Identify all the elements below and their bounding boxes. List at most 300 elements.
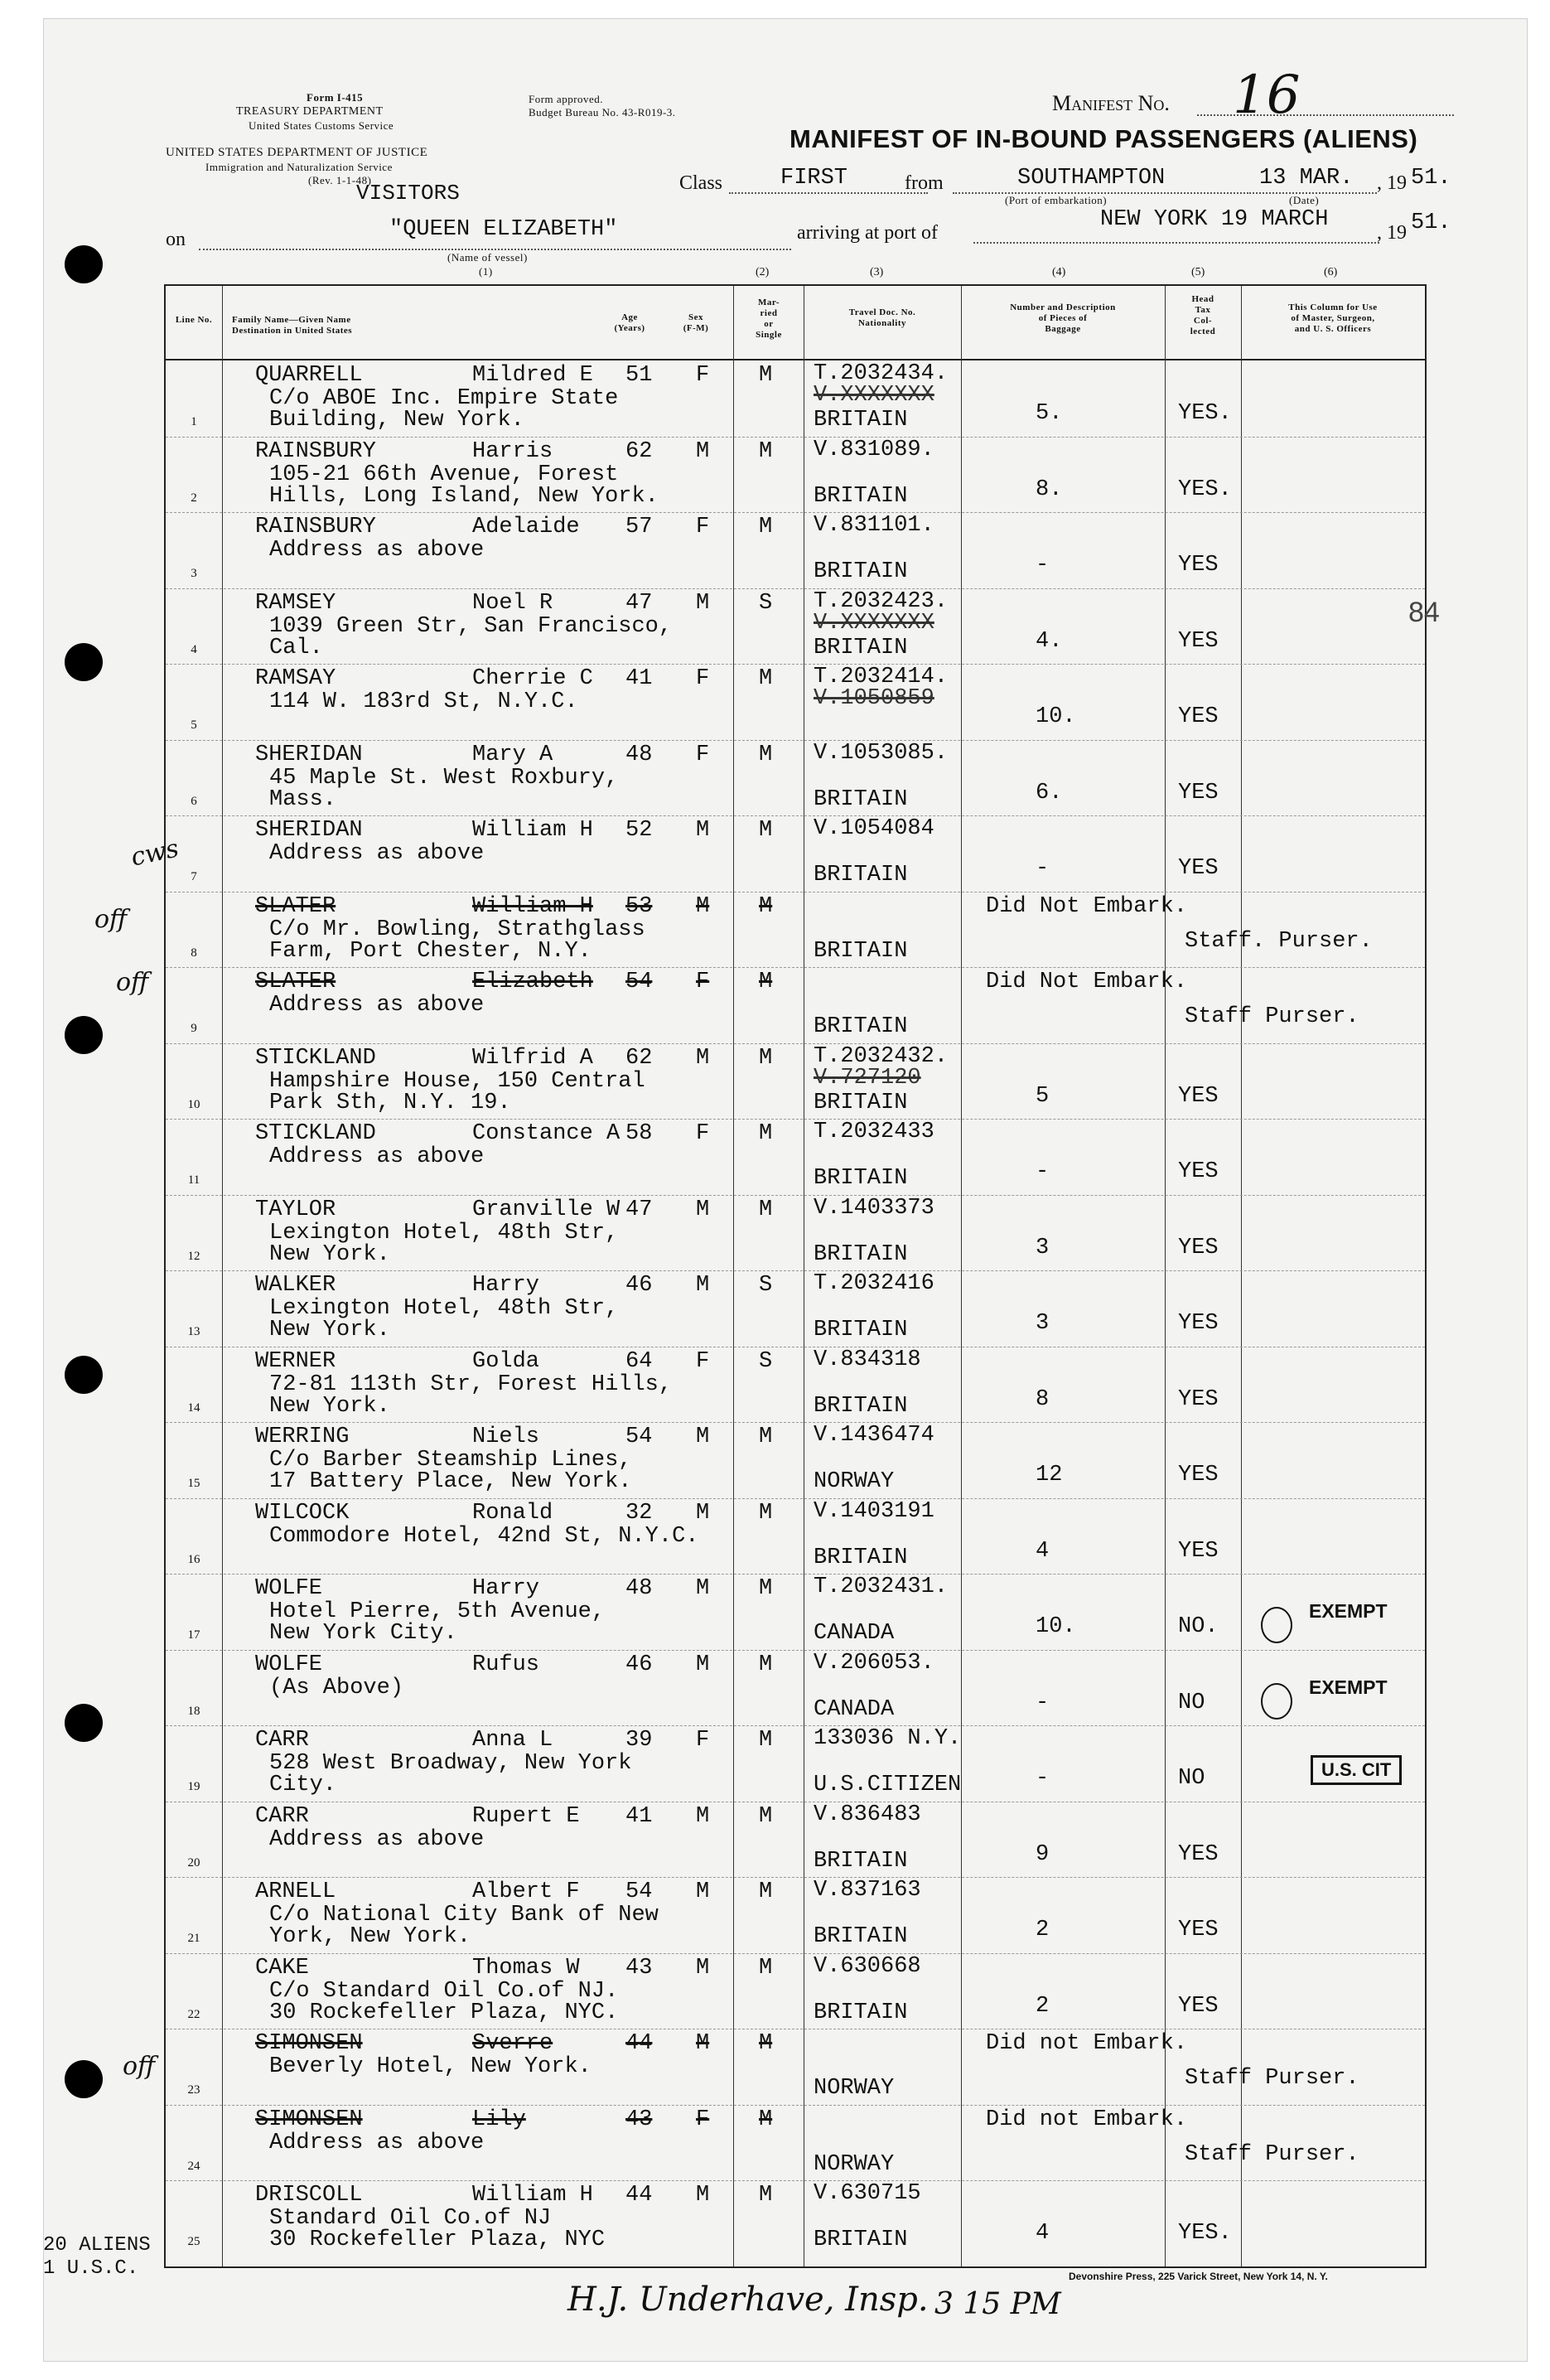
address-line-2: New York.	[269, 1241, 390, 1267]
nationality: CANADA	[814, 1696, 895, 1722]
travel-doc-number: 133036 N.Y.	[814, 1726, 962, 1751]
passenger-family-name: DRISCOLL	[255, 2183, 363, 2208]
passenger-sex: M	[696, 1045, 710, 1071]
address-line-1: C/o National City Bank of New	[269, 1903, 659, 1928]
usc-total: 1 U.S.C.	[43, 2257, 139, 2280]
passenger-sex: M	[696, 1879, 710, 1904]
did-not-embark-note: Did not Embark.	[986, 2031, 1188, 2056]
nationality: NORWAY	[814, 1469, 895, 1494]
nationality: BRITAIN	[814, 1090, 908, 1115]
passenger-age: 54	[625, 1879, 653, 1904]
marital-status: M	[759, 893, 773, 919]
passenger-given-name: Anna L	[472, 1728, 553, 1753]
travel-doc-old-number: V.XXXXXXX	[814, 610, 934, 636]
arriving-label: arriving at port of	[797, 222, 938, 244]
baggage-count: 10.	[1036, 1614, 1076, 1639]
line-number: 21	[187, 1932, 200, 1945]
printer-credit: Devonshire Press, 225 Varick Street, New York 14, N. Y.	[1069, 2271, 1328, 2282]
nationality: U.S.CITIZEN	[814, 1773, 962, 1797]
baggage-count: 3	[1036, 1235, 1050, 1260]
marital-status: M	[759, 1803, 773, 1829]
nationality: BRITAIN	[814, 1014, 908, 1039]
margin-note-off: off	[94, 905, 128, 934]
line-number: 24	[187, 2159, 200, 2173]
passenger-sex: M	[696, 2183, 710, 2208]
address-line-2: Park Sth, N.Y. 19.	[269, 1090, 511, 1115]
year-prefix-1: , 19	[1377, 172, 1407, 194]
treasury-label: TREASURY DEPARTMENT	[236, 105, 384, 118]
col-header-name: Family Name—Given Name Destination in United States	[232, 315, 353, 336]
head-tax-collected: YES	[1178, 1386, 1219, 1412]
passenger-given-name: William H	[472, 818, 593, 843]
passenger-given-name: Niels	[472, 1425, 540, 1449]
passenger-given-name: Elizabeth	[472, 970, 593, 994]
travel-doc-number: T.2032433	[814, 1120, 934, 1144]
head-tax-collected: YES	[1178, 1463, 1219, 1488]
marital-status: M	[759, 1576, 773, 1601]
passenger-sex: F	[696, 2107, 710, 2132]
head-tax-collected: YES	[1178, 1538, 1219, 1564]
address-line-1: Address as above	[269, 993, 485, 1018]
head-tax-collected: NO	[1178, 1690, 1205, 1715]
head-tax-collected: YES.	[1178, 476, 1232, 502]
passenger-family-name: SHERIDAN	[255, 818, 363, 843]
address-line-1: Beverly Hotel, New York.	[269, 2054, 592, 2079]
row-separator	[166, 1953, 1425, 1954]
address-line-2: 17 Battery Place, New York.	[269, 1469, 632, 1494]
row-separator	[166, 740, 1425, 741]
marital-status: M	[759, 1955, 773, 1981]
row-separator	[166, 1270, 1425, 1271]
address-line-1: C/o Standard Oil Co.of NJ.	[269, 1978, 619, 2004]
passenger-sex: F	[696, 363, 710, 388]
binder-hole	[65, 1016, 103, 1054]
passenger-sex: F	[696, 1121, 710, 1146]
passenger-family-name: STICKLAND	[255, 1045, 376, 1071]
vessel-value: "QUEEN ELIZABETH"	[389, 217, 618, 242]
line-number: 9	[191, 1022, 197, 1035]
exempt-label: EXEMPT	[1309, 1600, 1388, 1622]
marital-status: M	[759, 1728, 773, 1753]
passenger-age: 44	[625, 2183, 653, 2208]
row-separator	[166, 1043, 1425, 1044]
margin-note-off: off	[123, 2052, 156, 2081]
baggage-count: -	[1036, 1766, 1050, 1791]
marital-status: M	[759, 438, 773, 464]
line-number: 3	[191, 567, 197, 580]
marital-status: M	[759, 2031, 773, 2056]
aliens-total: 20 ALIENS	[43, 2234, 151, 2257]
address-line-2: Cal.	[269, 635, 323, 660]
marital-status: M	[759, 1121, 773, 1146]
col-header-baggage: Number and Description of Pieces of Baggage	[1010, 302, 1116, 334]
travel-doc-number: V.837163	[814, 1878, 921, 1903]
address-line-1: C/o Barber Steamship Lines,	[269, 1448, 632, 1473]
head-tax-collected: YES	[1178, 628, 1219, 654]
line-number: 8	[191, 946, 197, 960]
baggage-count: 4	[1036, 2221, 1050, 2246]
passenger-family-name: WOLFE	[255, 1652, 323, 1677]
line-number: 18	[187, 1704, 200, 1718]
baggage-count: 2	[1036, 1918, 1050, 1942]
address-line-2: New York.	[269, 1393, 390, 1419]
passenger-given-name: Noel R	[472, 590, 553, 616]
passenger-age: 32	[625, 1500, 653, 1526]
row-separator	[166, 437, 1425, 438]
passenger-family-name: RAMSEY	[255, 590, 336, 616]
passenger-sex: M	[696, 818, 710, 843]
margin-note-cws: cws	[128, 834, 181, 873]
baggage-count: -	[1036, 1690, 1050, 1715]
line-number: 1	[191, 415, 197, 428]
passenger-family-name: RAMSAY	[255, 666, 336, 691]
on-label: on	[166, 229, 186, 250]
port-embark-value: SOUTHAMPTON	[1017, 166, 1166, 191]
column-num-4: (4)	[1052, 266, 1066, 278]
line-number: 6	[191, 794, 197, 808]
passenger-age: 62	[625, 1045, 653, 1071]
passenger-family-name: WALKER	[255, 1273, 336, 1298]
binder-hole	[65, 1704, 103, 1742]
address-line-1: Address as above	[269, 1826, 485, 1852]
passenger-family-name: RAINSBURY	[255, 438, 376, 464]
baggage-count: 3	[1036, 1311, 1050, 1336]
nationality: BRITAIN	[814, 786, 908, 812]
marital-status: M	[759, 1500, 773, 1526]
passenger-family-name: SHERIDAN	[255, 742, 363, 767]
customs-label: United States Customs Service	[249, 119, 394, 132]
exempt-circle-mark	[1261, 1683, 1292, 1720]
passenger-given-name: Sverre	[472, 2031, 553, 2056]
col-divider	[733, 286, 734, 2266]
travel-doc-number: T.2032434.	[814, 361, 949, 386]
address-line-1: Address as above	[269, 1144, 485, 1169]
passenger-age: 57	[625, 515, 653, 539]
nationality: BRITAIN	[814, 1848, 908, 1874]
passenger-family-name: SIMONSEN	[255, 2107, 363, 2132]
passenger-family-name: CARR	[255, 1803, 309, 1829]
marital-status: M	[759, 1197, 773, 1222]
inspection-time: 3 15 PM	[934, 2287, 1061, 2321]
marital-status: M	[759, 363, 773, 388]
column-num-1: (1)	[479, 265, 493, 278]
nationality: BRITAIN	[814, 1166, 908, 1191]
exempt-label: EXEMPT	[1309, 1676, 1388, 1698]
travel-doc-number: T.2032432.	[814, 1043, 949, 1069]
head-tax-collected: NO	[1178, 1766, 1205, 1791]
passenger-given-name: Granville W	[472, 1197, 620, 1222]
arrival-value: NEW YORK 19 MARCH	[1100, 207, 1329, 232]
nationality: BRITAIN	[814, 1241, 908, 1267]
nationality: BRITAIN	[814, 635, 908, 660]
baggage-count: 10.	[1036, 704, 1076, 729]
passenger-family-name: WERRING	[255, 1425, 350, 1449]
passenger-family-name: WERNER	[255, 1348, 336, 1374]
binder-hole	[65, 1356, 103, 1394]
row-separator	[166, 512, 1425, 513]
address-line-1: C/o ABOE Inc. Empire State	[269, 386, 619, 411]
baggage-count: 4.	[1036, 628, 1063, 654]
passenger-age: 41	[625, 1803, 653, 1829]
line-number: 13	[187, 1325, 200, 1338]
line-number: 7	[191, 870, 197, 883]
staff-purser-note: Staff Purser.	[1185, 2066, 1359, 2091]
passenger-sex: M	[696, 1425, 710, 1449]
row-separator	[166, 664, 1425, 665]
passenger-given-name: Mary A	[472, 742, 553, 767]
line-number: 4	[191, 642, 197, 656]
head-tax-collected: YES	[1178, 780, 1219, 805]
line-number: 25	[187, 2235, 200, 2248]
travel-doc-number: V.1053085.	[814, 740, 949, 766]
travel-doc-number: T.2032416	[814, 1271, 934, 1296]
baggage-count: 2	[1036, 1993, 1050, 2019]
nationality: BRITAIN	[814, 1545, 908, 1570]
passenger-sex: F	[696, 1728, 710, 1753]
year-value-1: 51.	[1411, 166, 1451, 191]
col-divider	[961, 286, 962, 2266]
passenger-age: 54	[625, 970, 653, 994]
passenger-age: 52	[625, 818, 653, 843]
address-line-1: Address as above	[269, 841, 485, 866]
address-line-1: Hampshire House, 150 Central	[269, 1068, 645, 1094]
passenger-family-name: CAKE	[255, 1955, 309, 1981]
passenger-family-name: RAINSBURY	[255, 515, 376, 539]
column-num-3: (3)	[870, 266, 884, 278]
col-header-head-tax: Head Tax Col- lected	[1190, 294, 1216, 336]
passenger-given-name: Albert F	[472, 1879, 580, 1904]
row-separator	[166, 1725, 1425, 1726]
passenger-family-name: WILCOCK	[255, 1500, 350, 1526]
line-number: 22	[187, 2007, 200, 2021]
marital-status: M	[759, 515, 773, 539]
line-number: 10	[187, 1097, 200, 1111]
address-line-1: C/o Mr. Bowling, Strathglass	[269, 917, 645, 942]
passenger-family-name: SLATER	[255, 970, 336, 994]
passenger-family-name: QUARRELL	[255, 363, 363, 388]
margin-note-off: off	[116, 968, 149, 997]
passenger-age: 51	[625, 363, 653, 388]
passenger-sex: M	[696, 1803, 710, 1829]
passenger-given-name: Rupert E	[472, 1803, 580, 1829]
baggage-count: 8	[1036, 1386, 1050, 1412]
marital-status: M	[759, 2107, 773, 2132]
form-approved: Form approved.	[529, 93, 604, 105]
line-number: 17	[187, 1628, 200, 1642]
did-not-embark-note: Did not Embark.	[986, 2107, 1188, 2132]
head-tax-collected: YES.	[1178, 401, 1232, 426]
inspector-signature: H.J. Underhave, Insp.	[567, 2281, 929, 2319]
passenger-family-name: WOLFE	[255, 1576, 323, 1601]
address-line-2: City.	[269, 1773, 337, 1797]
passenger-age: 48	[625, 1576, 653, 1601]
travel-doc-old-number: V.1050859	[814, 686, 934, 711]
travel-doc-number: V.206053.	[814, 1650, 934, 1676]
marital-status: M	[759, 1879, 773, 1904]
head-tax-collected: YES	[1178, 704, 1219, 729]
head-tax-collected: NO.	[1178, 1614, 1219, 1639]
address-line-1: Lexington Hotel, 48th Str,	[269, 1220, 619, 1246]
passenger-age: 47	[625, 590, 653, 616]
address-line-1: 72-81 113th Str, Forest Hills,	[269, 1371, 673, 1397]
passenger-age: 64	[625, 1348, 653, 1374]
class-line	[729, 192, 928, 194]
address-line-1: Hotel Pierre, 5th Avenue,	[269, 1599, 606, 1624]
address-line-2: 30 Rockefeller Plaza, NYC.	[269, 2000, 619, 2025]
row-separator	[166, 967, 1425, 968]
year-value-2: 51.	[1411, 210, 1451, 235]
class-label: Class	[679, 172, 723, 194]
staff-purser-note: Staff. Purser.	[1185, 928, 1373, 954]
nationality: BRITAIN	[814, 559, 908, 584]
marital-status: S	[759, 1273, 773, 1298]
travel-doc-number: V.836483	[814, 1802, 921, 1827]
year-prefix-2: , 19	[1377, 222, 1407, 244]
address-line-2: Building, New York.	[269, 408, 524, 433]
nationality: BRITAIN	[814, 863, 908, 888]
staff-purser-note: Staff Purser.	[1185, 1004, 1359, 1029]
travel-doc-number: V.831089.	[814, 437, 934, 462]
travel-doc-number: T.2032431.	[814, 1575, 949, 1599]
col-header-officers: This Column for Use of Master, Surgeon, and U. S. Officers	[1288, 302, 1378, 334]
date-value: 13 MAR.	[1259, 166, 1354, 191]
address-line-2: York, New York.	[269, 1924, 471, 1949]
passenger-age: 46	[625, 1652, 653, 1677]
marital-status: M	[759, 742, 773, 767]
nationality: BRITAIN	[814, 2000, 908, 2025]
passenger-given-name: Constance A	[472, 1121, 620, 1146]
travel-doc-number: V.831101.	[814, 513, 934, 538]
marital-status: M	[759, 1425, 773, 1449]
passenger-sex: M	[696, 1955, 710, 1981]
passenger-given-name: Golda	[472, 1348, 540, 1374]
passenger-given-name: Harry	[472, 1576, 540, 1601]
nationality: CANADA	[814, 1621, 895, 1646]
address-line-2: Hills, Long Island, New York.	[269, 483, 659, 509]
binder-hole	[65, 245, 103, 283]
address-line-1: 528 West Broadway, New York	[269, 1751, 632, 1776]
passenger-sex: F	[696, 666, 710, 691]
col-divider	[222, 286, 223, 2266]
nationality: BRITAIN	[814, 1924, 908, 1949]
address-line-2: Mass.	[269, 786, 337, 812]
line-number: 2	[191, 491, 197, 505]
baggage-count: -	[1036, 553, 1050, 578]
line-number: 16	[187, 1552, 200, 1566]
budget-bureau: Budget Bureau No. 43-R019-3.	[529, 106, 676, 119]
passenger-age: 43	[625, 1955, 653, 1981]
manifest-no-value: 16	[1233, 65, 1301, 126]
travel-doc-number: V.1403191	[814, 1498, 934, 1524]
passenger-age: 62	[625, 438, 653, 464]
head-tax-collected: YES	[1178, 1235, 1219, 1260]
passenger-sex: F	[696, 742, 710, 767]
travel-doc-old-number: V.727120	[814, 1065, 921, 1091]
line-number: 15	[187, 1477, 200, 1490]
col-header-travel-doc: Travel Doc. No. Nationality	[848, 307, 916, 328]
passenger-family-name: SIMONSEN	[255, 2031, 363, 2056]
line-number: 20	[187, 1855, 200, 1870]
travel-doc-old-number: V.XXXXXXX	[814, 383, 934, 408]
nationality: BRITAIN	[814, 938, 908, 964]
baggage-count: 8.	[1036, 476, 1063, 502]
nationality: BRITAIN	[814, 408, 908, 433]
travel-doc-number: V.630715	[814, 2181, 921, 2206]
passenger-sex: F	[696, 515, 710, 539]
passenger-sex: M	[696, 590, 710, 616]
passenger-age: 54	[625, 1425, 653, 1449]
address-line-2: New York.	[269, 1318, 390, 1342]
passenger-age: 58	[625, 1121, 653, 1146]
address-line-1: Commodore Hotel, 42nd St, N.Y.C.	[269, 1523, 699, 1549]
did-not-embark-note: Did Not Embark.	[986, 893, 1188, 919]
row-separator	[166, 1877, 1425, 1878]
arrival-line	[973, 242, 1379, 244]
column-num-5: (5)	[1191, 266, 1205, 278]
baggage-count: 9	[1036, 1841, 1050, 1867]
col-header-married: Mar- ried or Single	[756, 298, 782, 340]
address-line-1: 114 W. 183rd St, N.Y.C.	[269, 689, 578, 714]
nationality: BRITAIN	[814, 1393, 908, 1419]
address-line-2: New York City.	[269, 1621, 457, 1646]
row-separator	[166, 2180, 1425, 2181]
address-line-1: 1039 Green Str, San Francisco,	[269, 613, 673, 639]
marital-status: M	[759, 1045, 773, 1071]
marital-status: M	[759, 818, 773, 843]
row-separator	[166, 588, 1425, 589]
head-tax-collected: YES	[1178, 1841, 1219, 1867]
passenger-sex: M	[696, 438, 710, 464]
passenger-age: 48	[625, 742, 653, 767]
head-tax-collected: YES	[1178, 1083, 1219, 1109]
nationality: NORWAY	[814, 2076, 895, 2101]
justice-label: UNITED STATES DEPARTMENT OF JUSTICE	[166, 146, 428, 159]
passenger-given-name: Thomas W	[472, 1955, 580, 1981]
passenger-sex: M	[696, 1197, 710, 1222]
rev-label: (Rev. 1-1-48)	[308, 174, 372, 186]
passenger-family-name: TAYLOR	[255, 1197, 336, 1222]
nationality: BRITAIN	[814, 1318, 908, 1342]
class-value: FIRST	[780, 166, 848, 191]
passenger-family-name: ARNELL	[255, 1879, 336, 1904]
vessel-line	[199, 249, 791, 250]
passenger-sex: F	[696, 1348, 710, 1374]
baggage-count: 6.	[1036, 780, 1063, 805]
address-line-1: Address as above	[269, 538, 485, 563]
form-id: Form I-415	[307, 91, 364, 104]
baggage-count: -	[1036, 1159, 1050, 1184]
travel-doc-number: T.2032414.	[814, 665, 949, 689]
passenger-given-name: Mildred E	[472, 363, 593, 388]
passenger-family-name: SLATER	[255, 893, 336, 919]
passenger-age: 46	[625, 1273, 653, 1298]
head-tax-collected: YES.	[1178, 2221, 1232, 2246]
passenger-table	[164, 266, 1427, 2268]
did-not-embark-note: Did Not Embark.	[986, 970, 1188, 994]
head-tax-collected: YES	[1178, 1159, 1219, 1184]
line-number: 14	[187, 1400, 200, 1415]
passenger-given-name: Wilfrid A	[472, 1045, 593, 1071]
address-line-2: 30 Rockefeller Plaza, NYC	[269, 2228, 606, 2252]
travel-doc-number: V.630668	[814, 1953, 921, 1979]
passenger-given-name: Adelaide	[472, 515, 580, 539]
col-header-age: Age (Years)	[614, 312, 645, 333]
row-separator	[166, 1195, 1425, 1196]
passenger-given-name: Rufus	[472, 1652, 540, 1677]
staff-purser-note: Staff Purser.	[1185, 2141, 1359, 2167]
from-label: from	[905, 172, 944, 194]
column-num-6: (6)	[1324, 266, 1338, 278]
